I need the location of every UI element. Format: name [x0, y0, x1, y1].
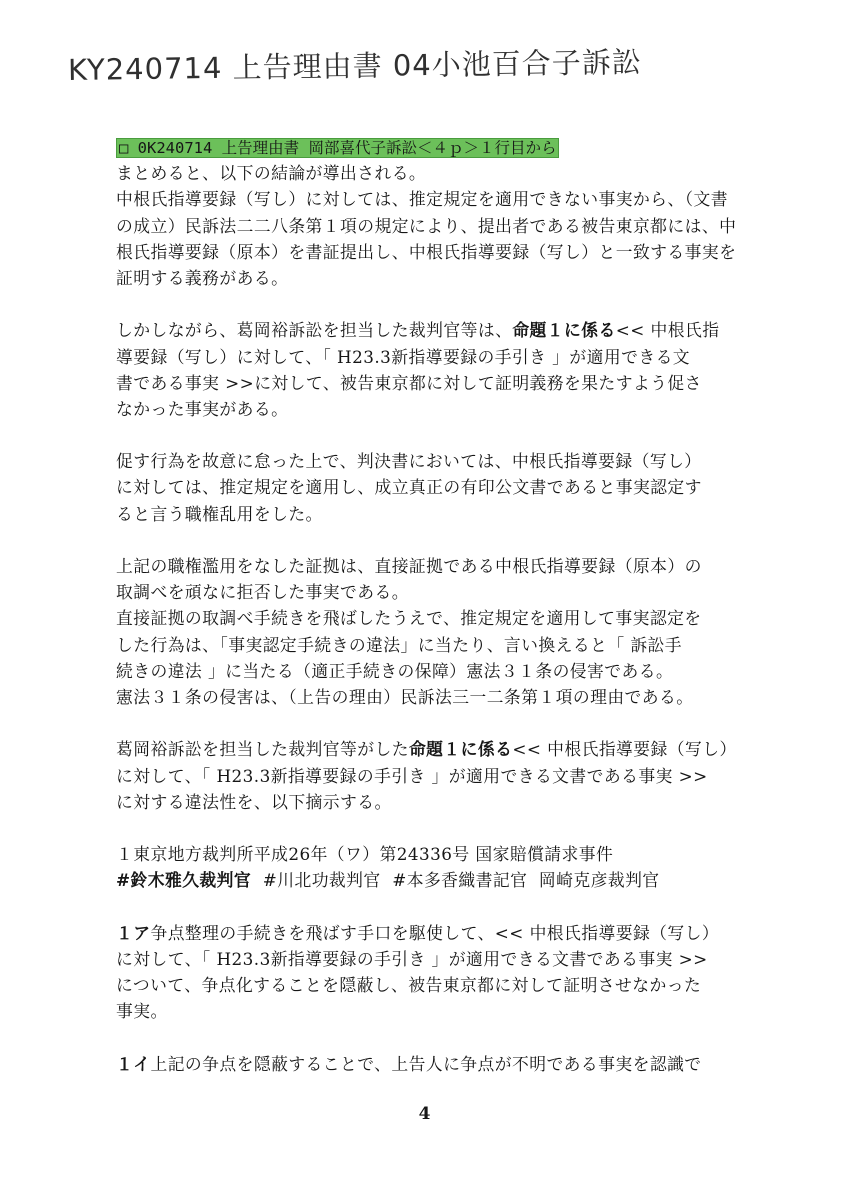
text-line: について、争点化することを隠蔽し、被告東京都に対して証明させなかった: [116, 975, 702, 995]
text-line: 促す行為を故意に怠った上で、判決書においては、中根氏指導要録（写し）: [116, 451, 702, 472]
text-line: 証明する義務がある。: [116, 267, 289, 288]
highlighted-heading: □ 0K240714 上告理由書 岡部喜代子訴訟＜４ｐ＞１行目から: [116, 138, 559, 158]
document-body: [116, 134, 796, 1077]
item-label: １イ: [116, 1053, 151, 1074]
text-line: １ア争点整理の手続きを飛ばす手口を駆使して、<< 中根氏指導要録（写し）: [116, 922, 720, 943]
text-line: しかしながら、葛岡裕訴訟を担当した裁判官等は、命題１に係る<< 中根氏指: [116, 320, 720, 341]
text-line: 憲法３１条の侵害は、（上告の理由）民訴法三一二条第１項の理由である。: [116, 686, 694, 707]
text-line: に対して、「 H23.3新指導要録の手引き 」が適用できる文書である事実 >>: [116, 948, 708, 969]
judges-line: [116, 867, 796, 893]
text-line: 事実。: [116, 1001, 168, 1022]
text-line: 上記の職権濫用をなした証拠は、直接証拠である中根氏指導要録（原本）の: [116, 556, 702, 576]
text-line: に対しては、推定規定を適用し、成立真正の有印公文書であると事実認定す: [116, 477, 702, 498]
text-line: 取調べを頑なに拒否した事実である。: [116, 582, 409, 603]
text-line: に対して、「 H23.3新指導要録の手引き 」が適用できる文書である事実 >>: [116, 765, 708, 786]
text-line: ると言う職権乱用をした。: [116, 503, 323, 524]
handwritten-title: KY240714 上告理由書 04小池百合子訴訟: [67, 44, 642, 87]
heading-line: [116, 134, 796, 160]
bold-proposition: 命題１に係る: [512, 320, 616, 341]
text-line: 書である事実 >>に対して、被告東京都に対して証明義務を果たすよう促さ: [116, 372, 702, 393]
text-line: の成立）民訴法二二八条第１項の規定により、提出者である被告東京都には、中: [116, 215, 737, 236]
text-line: 根氏指導要録（原本）を書証提出し、中根氏指導要録（写し）と一致する事実を: [116, 241, 737, 262]
judge-tag: #川北功裁判官: [262, 870, 381, 891]
text-line: １イ上記の争点を隠蔽することで、上告人に争点が不明である事実を認識で: [116, 1053, 702, 1074]
item-label: １ア: [116, 922, 151, 943]
clerk-tag: #本多香織書記官: [392, 870, 528, 891]
text-line: 続きの違法 」に当たる（適正手続きの保障）憲法３１条の侵害である。: [116, 660, 674, 681]
text-line: なかった事実がある。: [116, 398, 289, 419]
text-line: 中根氏指導要録（写し）に対しては、推定規定を適用できない事実から、（文書: [116, 189, 728, 210]
text-line: 葛岡裕訴訟を担当した裁判官等がした命題１に係る<< 中根氏指導要録（写し）: [116, 739, 737, 760]
case-line: １東京地方裁判所平成26年（ワ）第24336号 国家賠償請求事件: [116, 844, 614, 865]
text-line: まとめると、以下の結論が導出される。: [116, 163, 427, 184]
bold-proposition: 命題１に係る: [408, 739, 513, 760]
text-line: 直接証拠の取調べ手続きを飛ばしたうえで、推定規定を適用して事実認定を: [116, 608, 702, 629]
judge-name: 岡崎克彦裁判官: [538, 870, 660, 891]
text-line: 導要録（写し）に対して、「 H23.3新指導要録の手引き 」が適用できる文: [116, 346, 691, 367]
page-number: 4: [418, 1104, 431, 1124]
text-line: に対する違法性を、以下摘示する。: [116, 791, 392, 812]
text-line: した行為は、「事実認定手続きの違法」に当たり、言い換えると「 訴訟手: [116, 634, 683, 655]
judge-tag: #鈴木雅久裁判官: [116, 870, 252, 891]
